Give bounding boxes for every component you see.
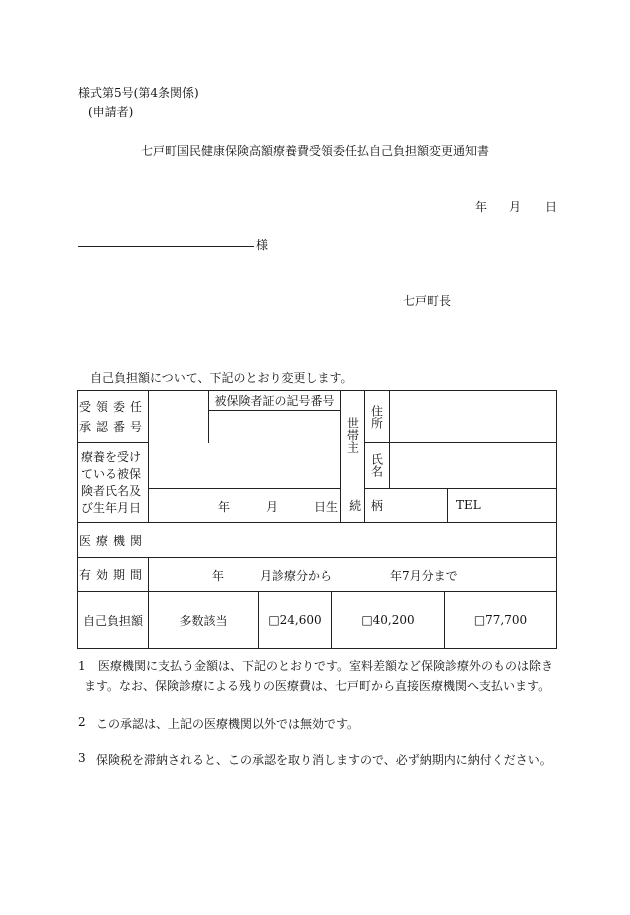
birth-day: 日生 [314,500,339,514]
note-text: 保険税を滞納されると、この承認を取り消しますので、必ず納期内に納付ください。 [96,753,552,767]
validity-year: 年 [212,569,225,583]
tel-label: TEL [456,498,481,512]
row-line-birth [148,488,340,489]
birth-month: 月 [266,500,279,514]
validity-label [78,558,148,591]
patient-label-2: ている被保 [81,467,142,481]
page-title: 七戸町国民健康保険高額療養費受領委任払自己負担額変更通知書 [140,144,489,158]
date-day: 日 [545,200,558,214]
address-field[interactable] [390,391,556,442]
approval-number-label [78,397,148,437]
relationship-label: 続 柄 [349,499,383,513]
insurance-card-label: 被保険者証の記号番号 [214,394,335,408]
validity-label-text: 有効期間 [78,568,147,582]
medical-institution-field[interactable] [149,523,556,557]
medical-institution-label-text: 医療機関 [78,533,147,548]
address-label: 住所 [369,405,384,429]
householder-name-field[interactable] [390,443,556,488]
insurance-card-field[interactable] [209,411,340,442]
recipient-suffix: 様 [256,238,269,252]
patient-label-1: 療養を受け [81,450,142,464]
intro-text: 自己負担額について、下記のとおり変更します。 [90,371,353,385]
relationship-field[interactable] [390,489,447,522]
note-number: 1 [78,659,86,673]
row-line-1-left [77,442,149,443]
issuer: 七戸町長 [403,294,452,308]
validity-to: 年7月分まで [390,569,458,583]
birth-year: 年 [218,500,231,514]
note-number: 3 [78,751,86,765]
copay-option-40200[interactable]: □40,200 [361,613,415,627]
medical-institution-label [78,523,148,557]
patient-label [81,446,147,520]
row-line-4 [77,557,557,558]
approval-number-label-1: 受領委任 [78,400,147,414]
name-label: 氏名 [369,453,384,477]
patient-name-field[interactable] [149,443,340,488]
copay-option-77700[interactable]: □77,700 [473,613,528,627]
note-text: 医療機関に支払う金額は、下記のとおりです。室料差額など保険診療外のものは除きます。なお、保険診療による残りの医療費は、七戸町から直接医療機関へ支払います。 [84,659,554,693]
copay-multiple: 多数該当 [179,613,228,628]
copay-label: 自己負担額 [82,613,143,628]
form-number: 様式第5号(第4条関係) [78,86,199,100]
validity-from: 月診療分から [260,569,333,583]
recipient-name-line [78,246,254,247]
note-text: この承認は、上記の医療機関以外では無効です。 [96,717,360,731]
approval-number-label-2: 承認番号 [78,420,147,434]
applicant-label: (申請者) [88,105,134,119]
table-border-bottom [77,648,557,649]
patient-label-4: び生年月日 [81,501,142,515]
date-month: 月 [509,200,522,214]
copay-option-24600[interactable]: □24,600 [268,613,322,627]
date-year: 年 [475,200,488,214]
col-line-tel [447,488,448,523]
note-number: 2 [78,715,86,729]
table-border-right [556,390,557,649]
householder-label: 世帯主 [345,417,360,453]
patient-label-3: 険者氏名及 [81,484,142,498]
